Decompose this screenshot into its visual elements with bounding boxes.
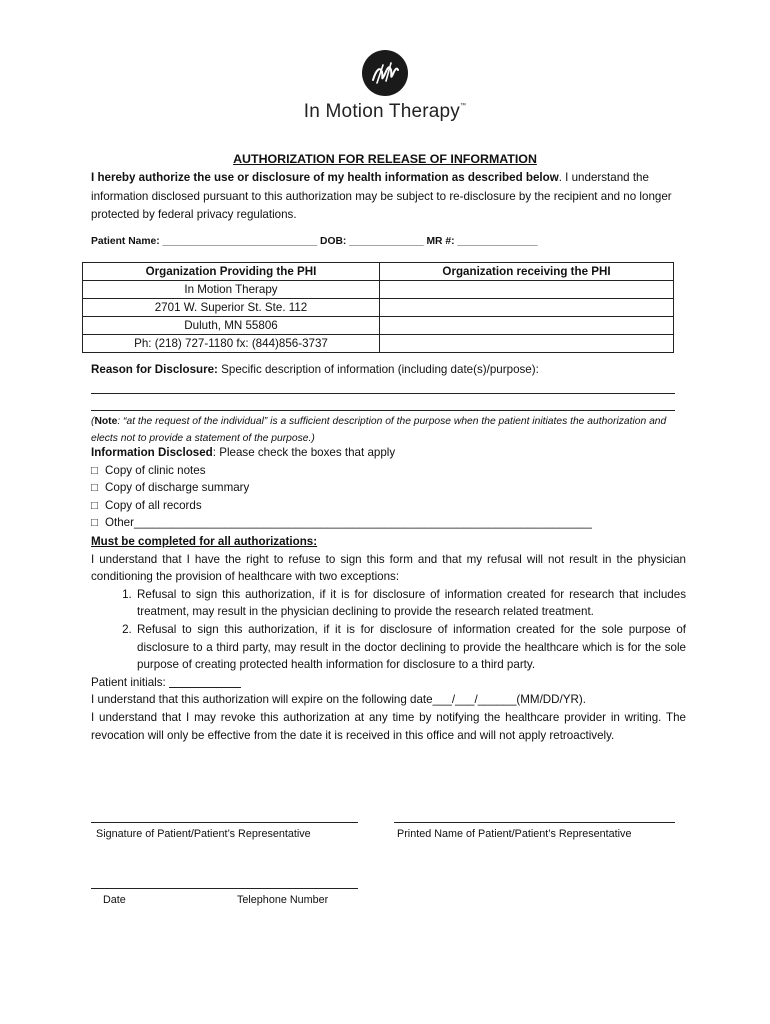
printed-name-label: Printed Name of Patient/Patient’s Representative (397, 828, 632, 840)
intro-text: . I understand the information disclosed pursuant to this authorization may be subject to re-disclosure by the recipient and no longer protected by federal privacy regulations. (91, 171, 672, 221)
exceptions-list (91, 586, 686, 674)
provider-line: Duluth, MN 55806 (83, 317, 380, 335)
expiration-text: I understand that this authorization will expire on the following date___/___/______(MM/DD/YR). (91, 693, 586, 707)
reason-blank-line-2[interactable] (91, 410, 675, 411)
option-other: □ Other_______________________________________________________________________ (91, 514, 686, 532)
receiver-header: Organization receiving the PHI (380, 263, 674, 281)
checkbox-icon[interactable]: □ (91, 498, 99, 512)
page-title: AUTHORIZATION FOR RELEASE OF INFORMATION (233, 152, 537, 166)
signature-field[interactable] (91, 822, 358, 823)
reason-for-disclosure (91, 361, 686, 380)
option-all-records: □ Copy of all records (91, 497, 686, 515)
checkbox-icon[interactable]: □ (91, 463, 99, 477)
intro-bold: I hereby authorize the use or disclosure of my health information as described below (91, 171, 559, 184)
note-label: Note (94, 416, 118, 427)
receiver-cell[interactable] (380, 299, 674, 317)
exception-item: 1. Refusal to sign this authorization, if it is for disclosure of information created for research that includes treatment, may result in the physician declining to provide the research related treatment. (135, 586, 686, 621)
option-clinic-notes: □ Copy of clinic notes (91, 462, 686, 480)
reason-label: Reason for Disclosure: (91, 363, 218, 376)
receiver-cell[interactable] (380, 317, 674, 335)
must-text: I understand that I have the right to refuse to sign this form and that my refusal will not result in the physician conditioning the provision of healthcare with two exceptions: (91, 552, 686, 584)
brand-name: In Motion Therapy™ (303, 101, 467, 122)
initials-field[interactable] (169, 687, 241, 688)
provider-line: Ph: (218) 727-1180 fx: (844)856-3737 (83, 335, 380, 353)
note-paragraph: (Note: “at the request of the individual” is a sufficient description of the purpose when the patient initiates the authorization and elects not to provide a statement of the purpose.) (91, 416, 667, 444)
logo-icon (362, 50, 408, 96)
reason-blank-line-1[interactable] (91, 393, 675, 394)
date-phone-field[interactable] (91, 888, 358, 889)
disclosed-text: : Please check the boxes that apply (212, 446, 396, 459)
patient-initials: Patient initials: (91, 674, 686, 692)
checkbox-icon[interactable]: □ (91, 481, 99, 494)
must-complete-section (91, 533, 686, 744)
provider-header: Organization Providing the PHI (83, 263, 380, 281)
information-disclosed (91, 444, 686, 532)
provider-line: In Motion Therapy (83, 281, 380, 299)
reason-text: Specific description of information (including date(s)/purpose): (217, 363, 539, 376)
signature-label: Signature of Patient/Patient’s Representative (96, 828, 311, 840)
revocation-text: I understand that I may revoke this authorization at any time by notifying the healthcare provider in writing. The revocation will only be effective from the date it is received in this office and will not apply retroactively. (91, 710, 686, 742)
logo (0, 50, 770, 101)
receiver-cell[interactable] (380, 335, 674, 353)
note-text: : “at the request of the individual” is a sufficient description of the purpose when the patient initiates the authorization and elects not to provide a statement of the purpose.) (91, 416, 667, 444)
exception-item: 2. Refusal to sign this authorization, if it is for disclosure of information created for the sole purpose of disclosure to a third party, may result in the doctor declining to provide the healthcare which is for the sole purpose of creating protected health information for disclosure to a third party. (135, 621, 686, 674)
intro-paragraph (91, 169, 686, 225)
printed-name-field[interactable] (394, 822, 675, 823)
option-discharge-summary: □ Copy of discharge summary (91, 479, 686, 497)
must-header: Must be completed for all authorizations: (91, 535, 318, 548)
provider-line: 2701 W. Superior St. Ste. 112 (83, 299, 380, 317)
patient-info-line[interactable]: Patient Name: ___________________________ DOB: _____________ MR #: ______________ (91, 236, 538, 247)
organization-table (82, 262, 674, 353)
receiver-cell[interactable] (380, 281, 674, 299)
date-label: Date (103, 894, 126, 906)
checkbox-icon[interactable]: □ (91, 516, 99, 529)
telephone-label: Telephone Number (237, 894, 329, 906)
disclosed-label: Information Disclosed (91, 446, 213, 459)
